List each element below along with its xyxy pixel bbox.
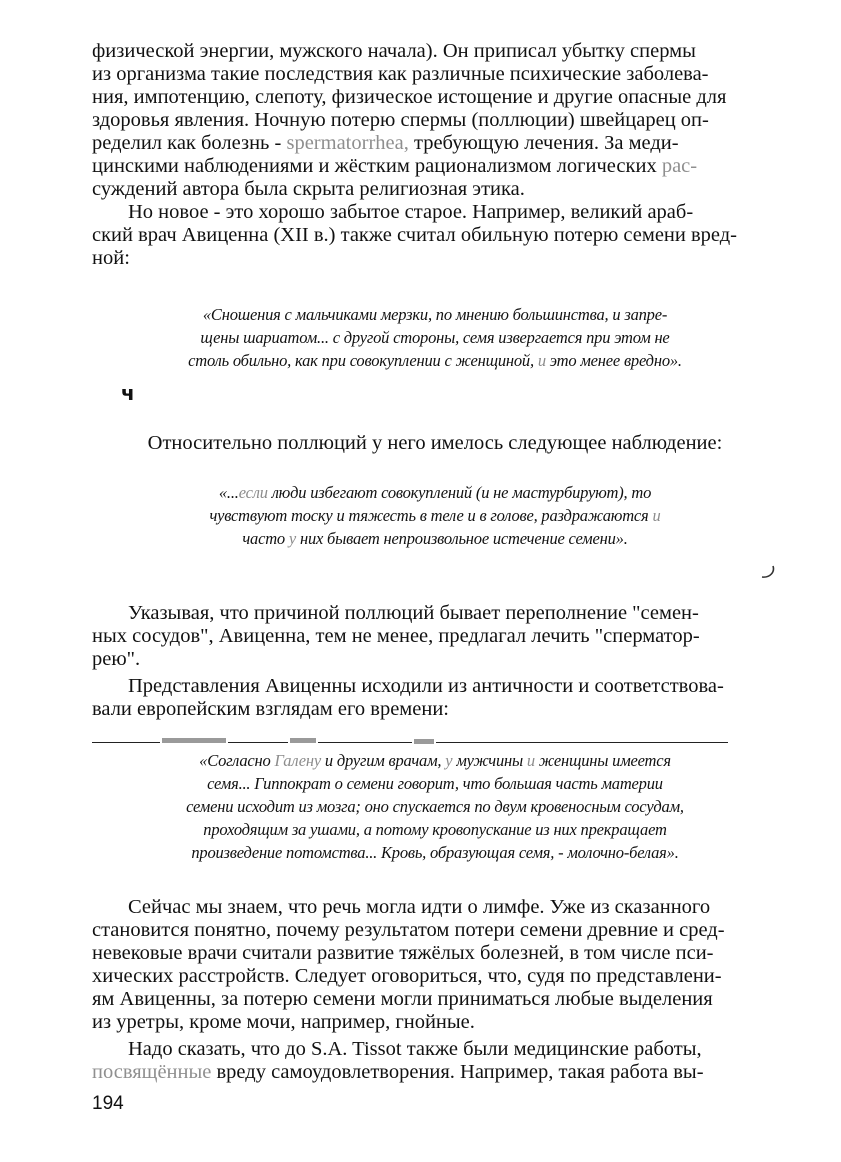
text-line: вали европейским взглядам его времени: — [92, 698, 449, 720]
paragraph-3: Относительно поллюций у него имелось следующее наблюдение: — [147, 432, 723, 454]
text-line — [92, 1061, 778, 1084]
text-line: здоровья явления. Ночную потерю спермы (поллюции) швейцарец оп- — [92, 109, 709, 131]
text-line: суждений автора была скрыта религиозная этика. — [92, 178, 525, 200]
paragraph-4 — [92, 602, 778, 671]
faded-text: у — [445, 751, 453, 770]
text-segment: требующую лечения. За меди- — [408, 132, 679, 154]
faded-text: и — [537, 351, 546, 370]
faded-text: рас- — [661, 155, 698, 177]
text-line: становится понятно, почему результатом потери семени древние и сред- — [92, 919, 725, 941]
quote-3 — [92, 749, 778, 864]
text-line: ных сосудов", Авиценна, тем не менее, предлагал лечить "сперматор- — [92, 625, 700, 647]
text-segment: часто — [242, 529, 289, 548]
quote-line: семя... Гиппократ о семени говорит, что большая часть материи — [207, 774, 663, 793]
text-line: хических расстройств. Следует оговориться, что, судя по представлени- — [92, 965, 722, 987]
text-segment: ределил как болезнь - — [92, 132, 287, 154]
text-line: из организма такие последствия как различные психические заболева- — [92, 63, 709, 85]
paragraph-5 — [92, 675, 778, 721]
text-line: ский врач Авиценна (XII в.) также считал обильную потерю семени вред- — [92, 224, 738, 246]
paragraph-6 — [92, 896, 778, 1034]
quote-line — [92, 481, 778, 504]
quote-line: семени исходит из мозга; оно спускается по двум кровеносным сосудам, — [186, 797, 684, 816]
text-line — [92, 155, 778, 178]
text-line: Указывая, что причиной поллюций бывает переполнение "семен- — [128, 602, 699, 624]
text-line: ям Авиценны, за потерю семени могли приниматься любые выделения — [92, 988, 713, 1010]
text-line: Но новое - это хорошо забытое старое. Например, великий араб- — [128, 201, 694, 223]
faded-text: посвящённые — [92, 1061, 212, 1083]
text-line: из уретры, кроме мочи, например, гнойные. — [92, 1011, 475, 1033]
faded-text: и — [652, 506, 661, 525]
quote-line: произведение потомства... Кровь, образующая семя, - молочно-белая». — [191, 843, 679, 862]
faded-text: если — [238, 483, 268, 502]
page-body — [92, 40, 778, 1084]
quote-line — [92, 349, 778, 372]
text-line: Представления Авиценны исходили из античности и соответствова- — [128, 675, 724, 697]
text-line: физической энергии, мужского начала). Он приписал убытку спермы — [92, 40, 696, 62]
text-line: Сейчас мы знаем, что речь могла идти о лимфе. Уже из сказанного — [128, 896, 711, 918]
text-segment: это менее вредно». — [545, 351, 682, 370]
quote-line: проходящим за ушами, а потому кровопускание из них прекращает — [203, 820, 667, 839]
text-line: рею". — [92, 648, 141, 670]
scan-artifact-icon — [760, 564, 776, 580]
text-segment: чувствуют тоску и тяжесть в теле и в голове, раздражаются — [209, 506, 653, 525]
quote-line: «Сношения с мальчиками мерзки, по мнению большинства, и запре- — [202, 305, 668, 324]
text-segment: люди избегают совокуплений (и не мастурбируют), то — [267, 483, 652, 502]
faded-text: и — [526, 751, 535, 770]
paragraph-1 — [92, 40, 778, 201]
text-segment: женщины имеется — [534, 751, 671, 770]
faded-text: у — [288, 529, 297, 548]
faded-text: Галену — [274, 751, 321, 770]
text-line — [92, 132, 778, 155]
quote-line — [92, 504, 778, 527]
text-line: ния, импотенцию, слепоту, физическое истощение и другие опасные для — [92, 86, 727, 108]
text-segment: цинскими наблюдениями и жёстким рационализмом логических — [92, 155, 662, 177]
text-segment: вреду самоудовлетворения. Например, такая работа вы- — [211, 1061, 704, 1083]
quote-2 — [92, 481, 778, 550]
quote-line: щены шариатом... с другой стороны, семя извергается при этом не — [200, 328, 670, 347]
latin-term: spermatorrhea, — [286, 132, 409, 154]
text-line: Надо сказать, что до S.A. Tissot также были медицинские работы, — [128, 1038, 702, 1060]
text-segment: и другим врачам, — [320, 751, 446, 770]
quote-1 — [92, 303, 778, 372]
paragraph-2 — [92, 201, 778, 270]
text-line: ной: — [92, 247, 130, 269]
text-segment: столь обильно, как при совокуплении с женщиной, — [188, 351, 538, 370]
quote-line — [92, 749, 778, 772]
stray-mark: ч — [121, 381, 135, 405]
quote-line — [92, 527, 778, 550]
text-segment: мужчины — [452, 751, 527, 770]
text-segment: «Согласно — [199, 751, 275, 770]
text-segment: «... — [218, 483, 239, 502]
page-number: 194 — [92, 1093, 124, 1114]
paragraph-7 — [92, 1038, 778, 1084]
text-segment: них бывает непроизвольное истечение семени». — [296, 529, 628, 548]
text-line: невековые врачи считали развитие тяжёлых болезней, в том числе пси- — [92, 942, 714, 964]
